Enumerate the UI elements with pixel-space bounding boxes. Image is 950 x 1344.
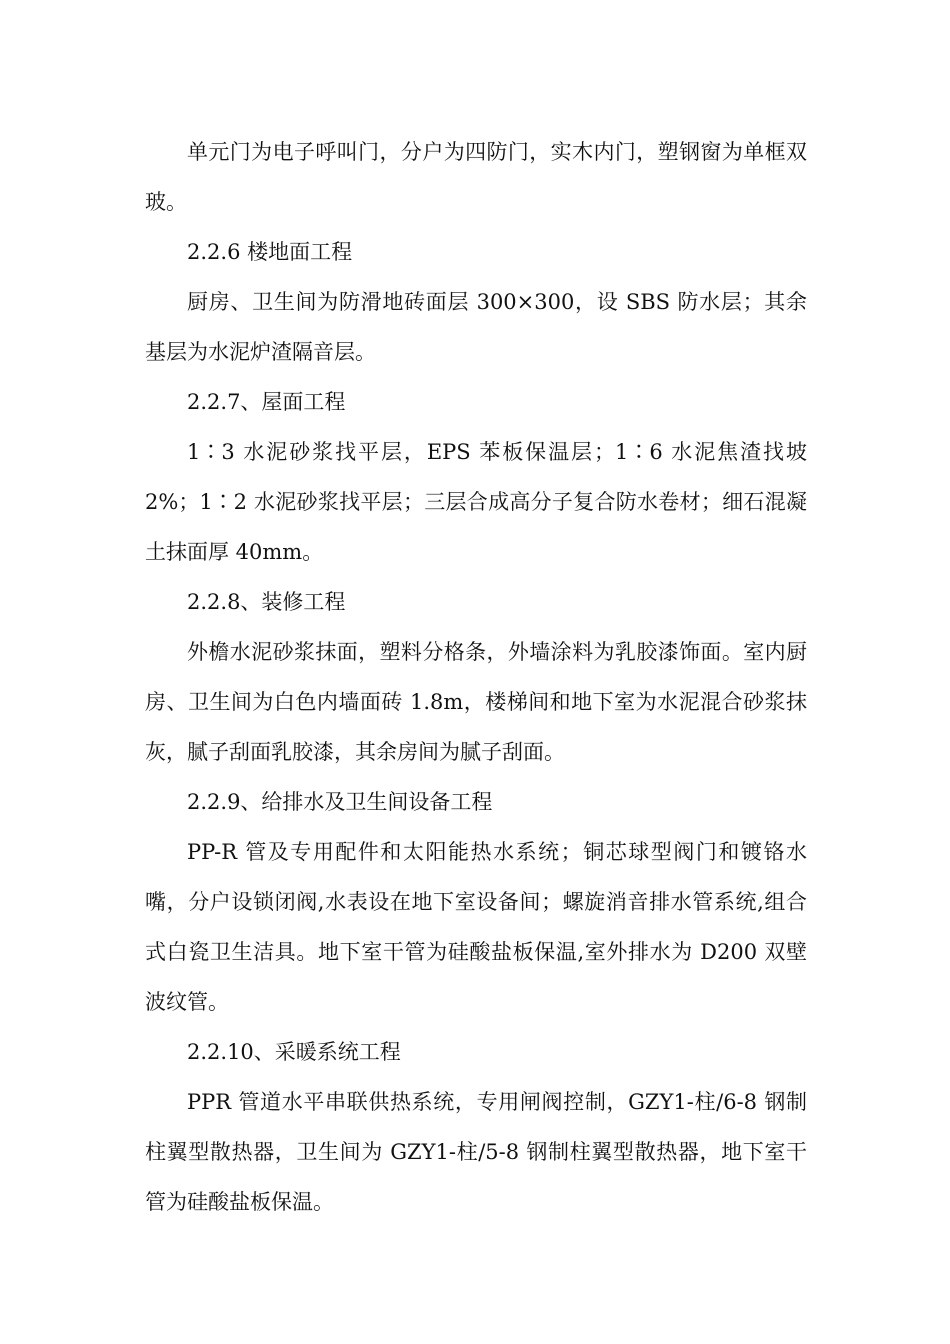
- document-body: [145, 127, 807, 1227]
- section-heading-2-2-6: 2.2.6 楼地面工程: [187, 240, 353, 264]
- paragraph-roof-works: 1∶3 水泥砂浆找平层，EPS 苯板保温层；1∶6 水泥焦渣找坡 2%；1∶2 水泥砂浆找平层；三层合成高分子复合防水卷材；细石混凝土抹面厚 40mm。: [145, 440, 807, 564]
- section-heading-2-2-10: 2.2.10、采暖系统工程: [187, 1040, 401, 1064]
- section-heading-2-2-8: 2.2.8、装修工程: [187, 590, 346, 614]
- paragraph-decoration-works: 外檐水泥砂浆抹面，塑料分格条，外墙涂料为乳胶漆饰面。室内厨房、卫生间为白色内墙面砖 1.8m，楼梯间和地下室为水泥混合砂浆抹灰，腻子刮面乳胶漆，其余房间为腻子刮面。: [145, 640, 807, 764]
- paragraph-plumbing-works: PP-R 管及专用配件和太阳能热水系统；铜芯球型阀门和镀铬水嘴，分户设锁闭阀,水表设在地下室设备间；螺旋消音排水管系统,组合式白瓷卫生洁具。地下室干管为硅酸盐板保温,室外排水为 D200 双壁波纹管。: [145, 840, 807, 1014]
- section-heading-2-2-7: 2.2.7、屋面工程: [187, 390, 346, 414]
- paragraph-heating-works: PPR 管道水平串联供热系统，专用闸阀控制，GZY1-柱/6-8 钢制柱翼型散热器，卫生间为 GZY1-柱/5-8 钢制柱翼型散热器，地下室干管为硅酸盐板保温。: [145, 1090, 807, 1214]
- paragraph-doors-windows: 单元门为电子呼叫门，分户为四防门，实木内门，塑钢窗为单框双玻。: [145, 140, 807, 214]
- paragraph-floor-works: 厨房、卫生间为防滑地砖面层 300×300，设 SBS 防水层；其余基层为水泥炉渣隔音层。: [145, 290, 807, 364]
- section-heading-2-2-9: 2.2.9、给排水及卫生间设备工程: [187, 790, 493, 814]
